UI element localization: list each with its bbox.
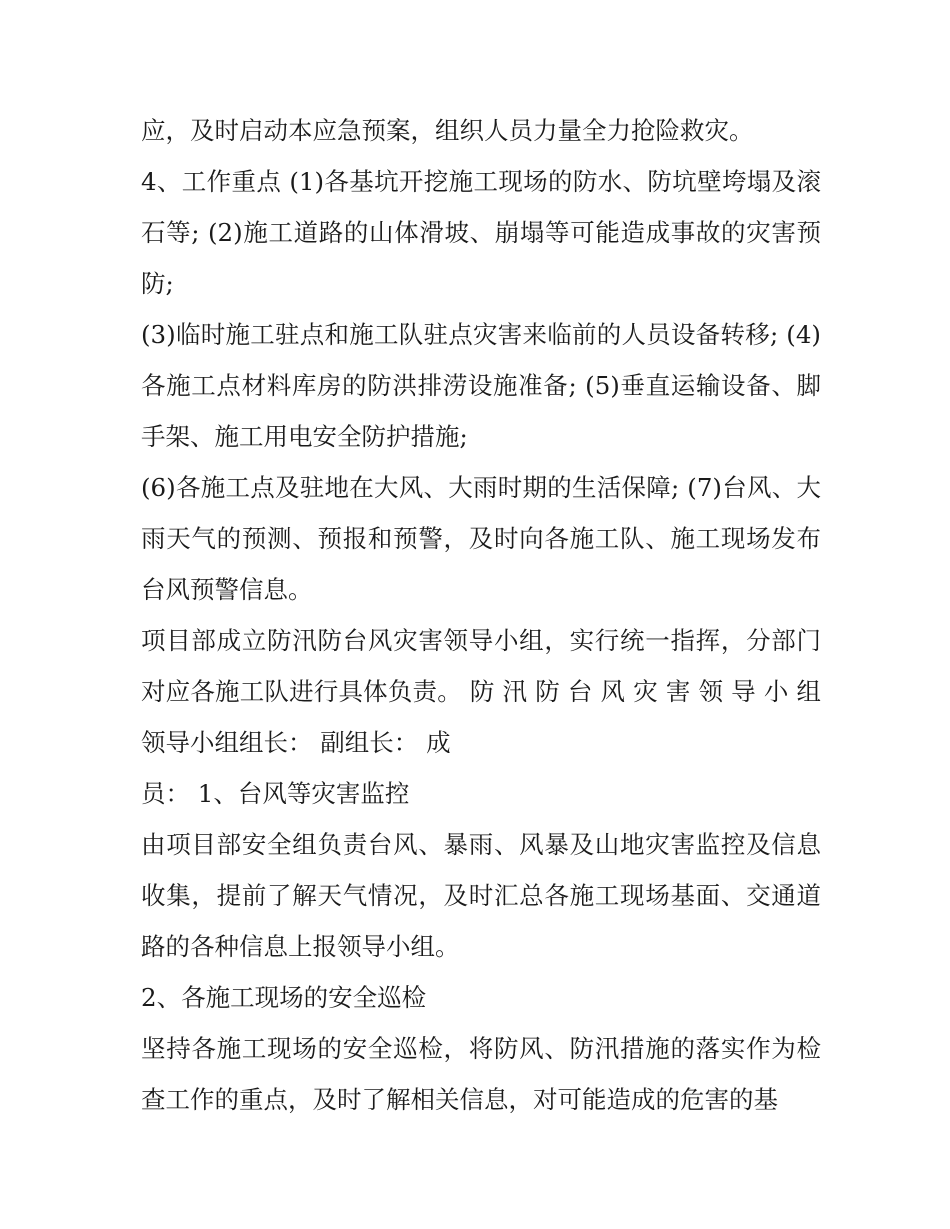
text-line: 手架、施工用电安全防护措施; xyxy=(141,422,468,451)
text-line: 应，及时启动本应急预案，组织人员力量全力抢险救灾。 xyxy=(141,116,754,145)
text-line: 收集，提前了解天气情况，及时汇总各施工现场基面、交通道 xyxy=(141,881,821,910)
text-line: 防; xyxy=(141,269,174,298)
text-line: 领导小组组长： 副组长： 成 xyxy=(141,728,451,757)
text-line: 2、各施工现场的安全巡检 xyxy=(141,983,427,1012)
text-line: 坚持各施工现场的安全巡检，将防风、防汛措施的落实作为检 xyxy=(141,1034,821,1063)
text-line: 路的各种信息上报领导小组。 xyxy=(141,932,460,961)
text-line: 石等; (2)施工道路的山体滑坡、崩塌等可能造成事故的灾害预 xyxy=(141,218,821,247)
text-line: (3)临时施工驻点和施工队驻点灾害来临前的人员设备转移; (4) xyxy=(141,320,821,349)
document-body xyxy=(141,105,821,1125)
text-line: 对应各施工队进行具体负责。 防 汛 防 台 风 灾 害 领 导 小 组 xyxy=(141,677,821,706)
text-line: 由项目部安全组负责台风、暴雨、风暴及山地灾害监控及信息 xyxy=(141,830,821,859)
text-line: 员： 1、台风等灾害监控 xyxy=(141,779,410,808)
text-line: 台风预警信息。 xyxy=(141,575,313,604)
text-line: 查工作的重点，及时了解相关信息，对可能造成的危害的基 xyxy=(141,1085,778,1114)
text-line: 雨天气的预测、预报和预警，及时向各施工队、施工现场发布 xyxy=(141,524,821,553)
text-line: (6)各施工点及驻地在大风、大雨时期的生活保障; (7)台风、大 xyxy=(141,473,821,502)
text-line: 4、工作重点 (1)各基坑开挖施工现场的防水、防坑壁垮塌及滚 xyxy=(141,167,821,196)
text-line: 项目部成立防汛防台风灾害领导小组，实行统一指挥，分部门 xyxy=(141,626,821,655)
text-line: 各施工点材料库房的防洪排涝设施准备; (5)垂直运输设备、脚 xyxy=(141,371,821,400)
